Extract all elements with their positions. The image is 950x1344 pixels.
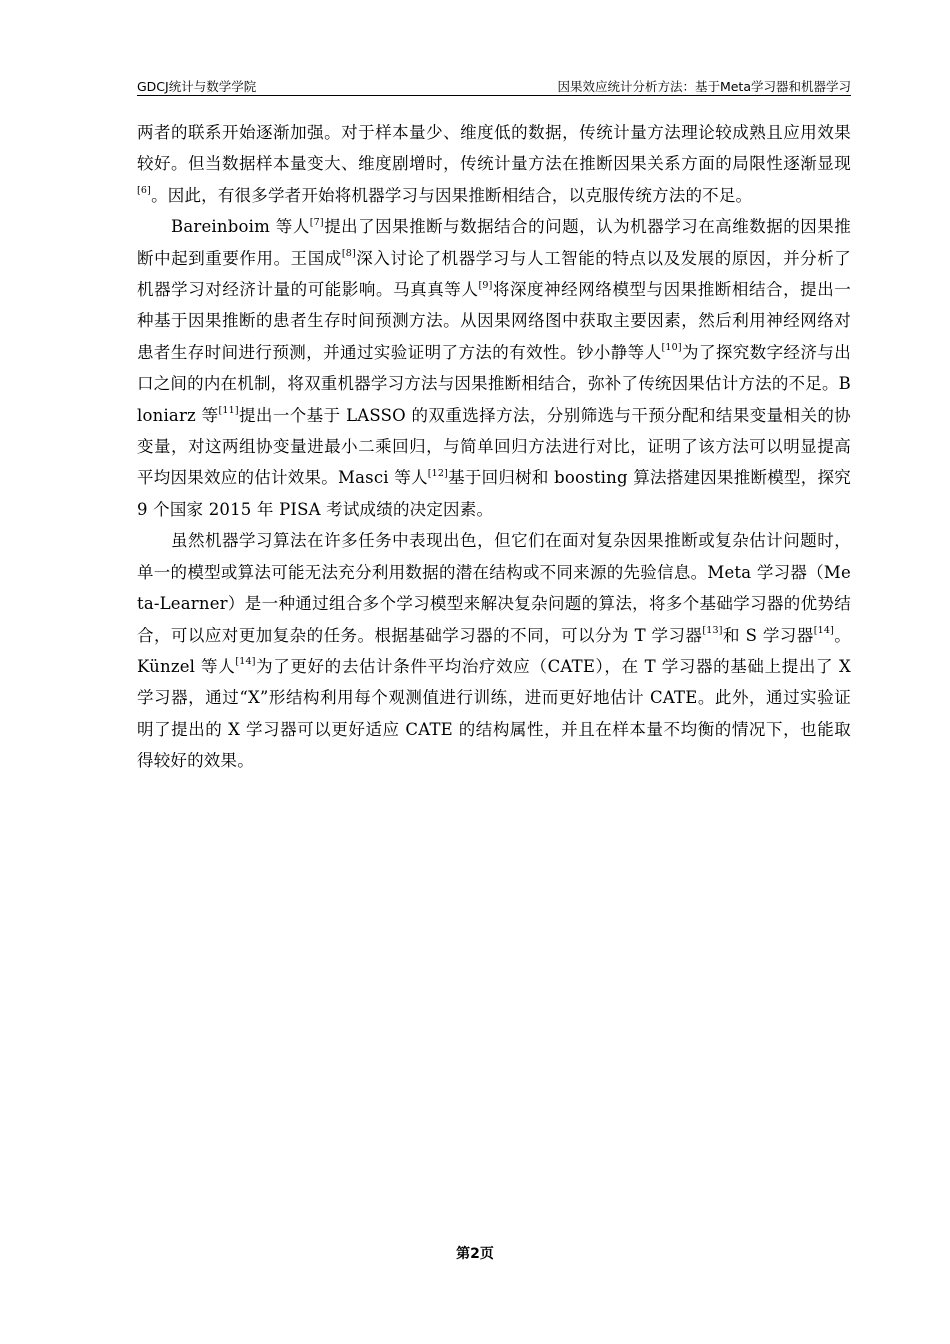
body-text <box>137 117 851 777</box>
text-run: 将深度神经网络模型与因果推断相结合，提出一种基于因果推断的患者生存时间预测方法。从因果网络图中获取主要因素，然后利用神经网络对患者生存时间进行预测，并通过实验证明了方法的有效性。钞小静等人 <box>137 280 852 362</box>
text-run: 基于回归树和 boosting 算法搭建因果推断模型，探究 9 个国家 2015 年 PISA 考试成绩的决定因素。 <box>137 468 851 519</box>
text-run: 和 S 学习器 <box>722 625 814 645</box>
paragraph-2 <box>137 211 851 525</box>
text-run: 虽然机器学习算法在许多任务中表现出色，但它们在面对复杂因果推断或复杂估计问题时，单一的模型或算法可能无法充分利用数据的潜在结构或不同来源的先验信息。Meta 学习器（Meta-Learner）是一种通过组合多个学习模型来解决复杂问题的算法，将多个基础学习器的优势结合，可以应对更加复杂的任务。根据基础学习器的不同，可以分为 T 学习器 <box>137 531 851 645</box>
citation-ref: [11] <box>218 405 239 417</box>
text-run: Bareinboim 等人 <box>171 217 310 237</box>
text-run: 提出了因果推断与数据结合的问题，认为机器学习在高维数据的因果推断中起到重要作用。王国成 <box>137 217 851 268</box>
paragraph-1 <box>137 117 851 211</box>
paragraph-3 <box>137 525 851 776</box>
header-institution: GDCJ统计与数学学院 <box>137 79 257 94</box>
text-run: 为了更好的去估计条件平均治疗效应（CATE），在 T 学习器的基础上提出了 X 学习器，通过“X”形结构利用每个观测值进行训练，进而更好地估计 CATE。此外，通过实验证明了提出的 X 学习器可以更好适应 CATE 的结构属性，并且在样本量不均衡的情况下，也能取得较好的效果。 <box>137 656 851 771</box>
text-run: 提出一个基于 LASSO 的双重选择方法，分别筛选与干预分配和结果变量相关的协变量，对这两组协变量进最小二乘回归，与简单回归方法进行对比，证明了该方法可以明显提高平均因果效应的估计效果。Masci 等人 <box>137 405 851 488</box>
citation-ref: [8] <box>341 248 356 260</box>
citation-ref: [6] <box>137 185 152 197</box>
citation-ref: [9] <box>478 279 493 291</box>
page-header <box>137 79 851 96</box>
page-number: 第2页 <box>456 1246 494 1262</box>
text-run: 为了探究数字经济与出口之间的内在机制，将双重机器学习方法与因果推断相结合，弥补了传统因果估计方法的不足。Bloniarz 等 <box>137 342 852 425</box>
citation-ref: [13] <box>702 625 723 636</box>
citation-ref: [14] <box>813 625 835 636</box>
citation-ref: [10] <box>661 342 682 354</box>
text-run: 两者的联系开始逐渐加强。对于样本量少、维度低的数据，传统计量方法理论较成熟且应用效果较好。但当数据样本量变大、维度剧增时，传统计量方法在推断因果关系方面的局限性逐渐显现 <box>137 123 851 174</box>
text-run: 深入讨论了机器学习与人工智能的特点以及发展的原因，并分析了机器学习对经济计量的可能影响。马真真等人 <box>137 248 851 300</box>
header-paper-title: 因果效应统计分析方法：基于Meta学习器和机器学习 <box>557 79 851 94</box>
citation-ref: [7] <box>309 216 324 228</box>
text-run: 。因此，有很多学者开始将机器学习与因果推断相结合，以克服传统方法的不足。 <box>151 185 753 205</box>
citation-ref: [14] <box>235 656 256 668</box>
citation-ref: [12] <box>427 467 449 479</box>
text-run: 。Künzel 等人 <box>137 625 851 676</box>
